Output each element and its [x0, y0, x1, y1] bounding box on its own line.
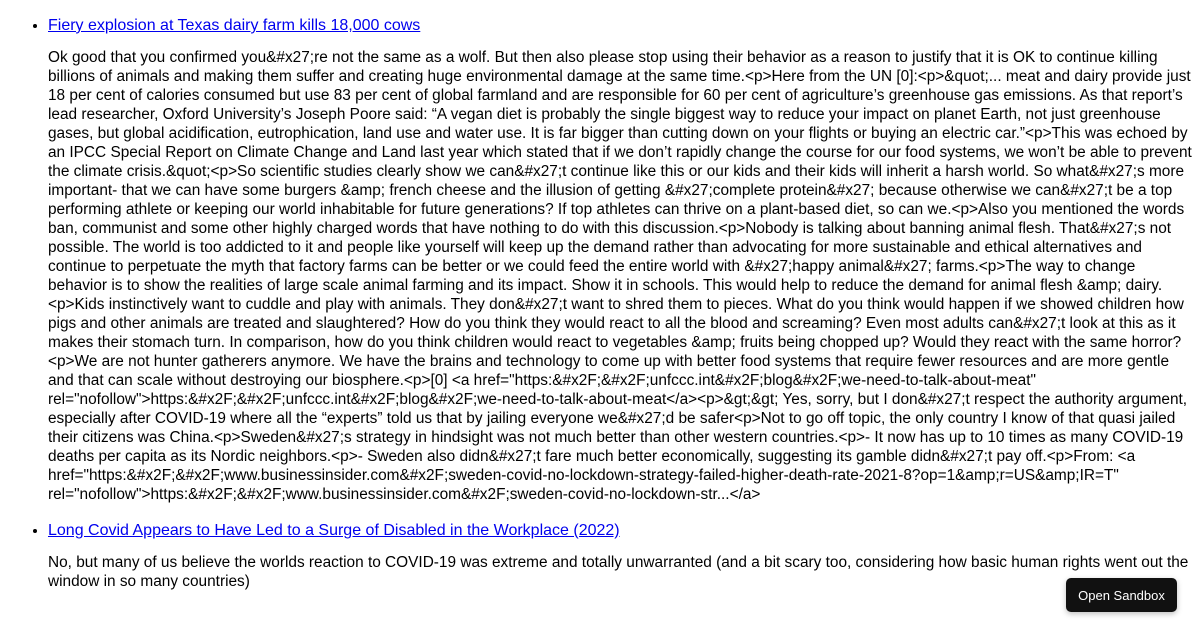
list-item [48, 14, 1193, 504]
comment-text: No, but many of us believe the worlds reaction to COVID-19 was extreme and totally unwarranted (and a bit scary too, considering how basic human rights went out the window in so many countries) [48, 554, 1189, 590]
list-item [48, 519, 1193, 591]
story-title-link[interactable]: Fiery explosion at Texas dairy farm kills 18,000 cows [48, 17, 421, 34]
open-sandbox-button[interactable]: Open Sandbox [1066, 578, 1177, 612]
comment-text: Ok good that you confirmed you&#x27;re not the same as a wolf. But then also please stop using their behavior as a reason to justify that it is OK to continue killing billions of animals and making them suffer and creating huge environmental damage at the same time.<p>Here from the UN [0]:<p>&quot;... meat and dairy provide just 18 per cent of calories consumed but use 83 per cent of global farmland and are responsible for 60 per cent of agriculture’s greenhouse gas emissions. As that report’s lead researcher, Oxford University’s Joseph Poore said: “A vegan diet is probably the single biggest way to reduce your impact on planet Earth, not just greenhouse gases, but global acidification, eutrophication, land use and water use. It is far bigger than cutting down on your flights or buying an electric car.”<p>This was echoed by an IPCC Special Report on Climate Change and Land last year which stated that if we don’t rapidly change the course for our food systems, we won’t be able to prevent the climate crisis.&quot;<p>So scientific studies clearly show we can&#x27;t continue like this or our kids and their kids will inherit a harsh world. So what&#x27;s more important- that we can have some burgers &amp; french cheese and the illusion of getting &#x27;complete protein&#x27; because otherwise we can&#x27;t be a top performing athlete or keeping our world inhabitable for future generations? If top athletes can thrive on a plant-based diet, so can we.<p>Also you mentioned the words ban, communist and some other highly charged words that have nothing to do with this discussion.<p>Nobody is talking about banning animal flesh. That&#x27;s not possible. The world is too addicted to it and people like yourself will keep up the demand rather than advocating for more sustainable and ethical alternatives and continue to perpetuate the myth that factory farms can be better or we could feed the entire world with &#x27;happy animal&#x27; farms.<p>The way to change behavior is to show the realities of large scale animal farming and its impact. Show it in schools. This would help to reduce the demand for animal flesh &amp; dairy.<p>Kids instinctively want to cuddle and play with animals. They don&#x27;t want to shred them to pieces. What do you think would happen if we showed children how pigs and other animals are treated and slaughtered? How do you think they would react to all the blood and screaming? Even most adults can&#x27;t look at this as it makes their stomach turn. In comparison, how do you think children would react to vegetables &amp; fruits being chopped up? Would they react with the same horror?<p>We are not hunter gatherers anymore. We have the brains and technology to come up with better food systems that require fewer resources and are more gentle and that can scale without destroying our biosphere.<p>[0] <a href="https:&#x2F;&#x2F;unfccc.int&#x2F;blog&#x2F;we-need-to-talk-about-meat" rel="nofollow">https:&#x2F;&#x2F;unfccc.int&#x2F;blog&#x2F;we-need-to-talk-about-meat</a><p>&gt;&gt; Yes, sorry, but I don&#x27;t respect the authority argument, especially after COVID-19 where all the “experts” told us that by jailing everyone we&#x27;d be safer<p>Not to go off topic, the only country I know of that quasi jailed their citizens was China.<p>Sweden&#x27;s strategy in hindsight was not much better than other western countries.<p>- It now has up to 10 times as many COVID-19 deaths per capita as its Nordic neighbors.<p>- Sweden also didn&#x27;t fare much better economically, suggesting its gamble didn&#x27;t pay off.<p>From: <a href="https:&#x2F;&#x2F;www.businessinsider.com&#x2F;sweden-covid-no-lockdown-strategy-failed-higher-death-rate-2021-8?op=1&amp;r=US&amp;IR=T" rel="nofollow">https:&#x2F;&#x2F;www.businessinsider.com&#x2F;sweden-covid-no-lockdown-str...</a> [48, 49, 1192, 503]
story-title-link[interactable]: Long Covid Appears to Have Led to a Surge of Disabled in the Workplace (2022) [48, 522, 620, 539]
